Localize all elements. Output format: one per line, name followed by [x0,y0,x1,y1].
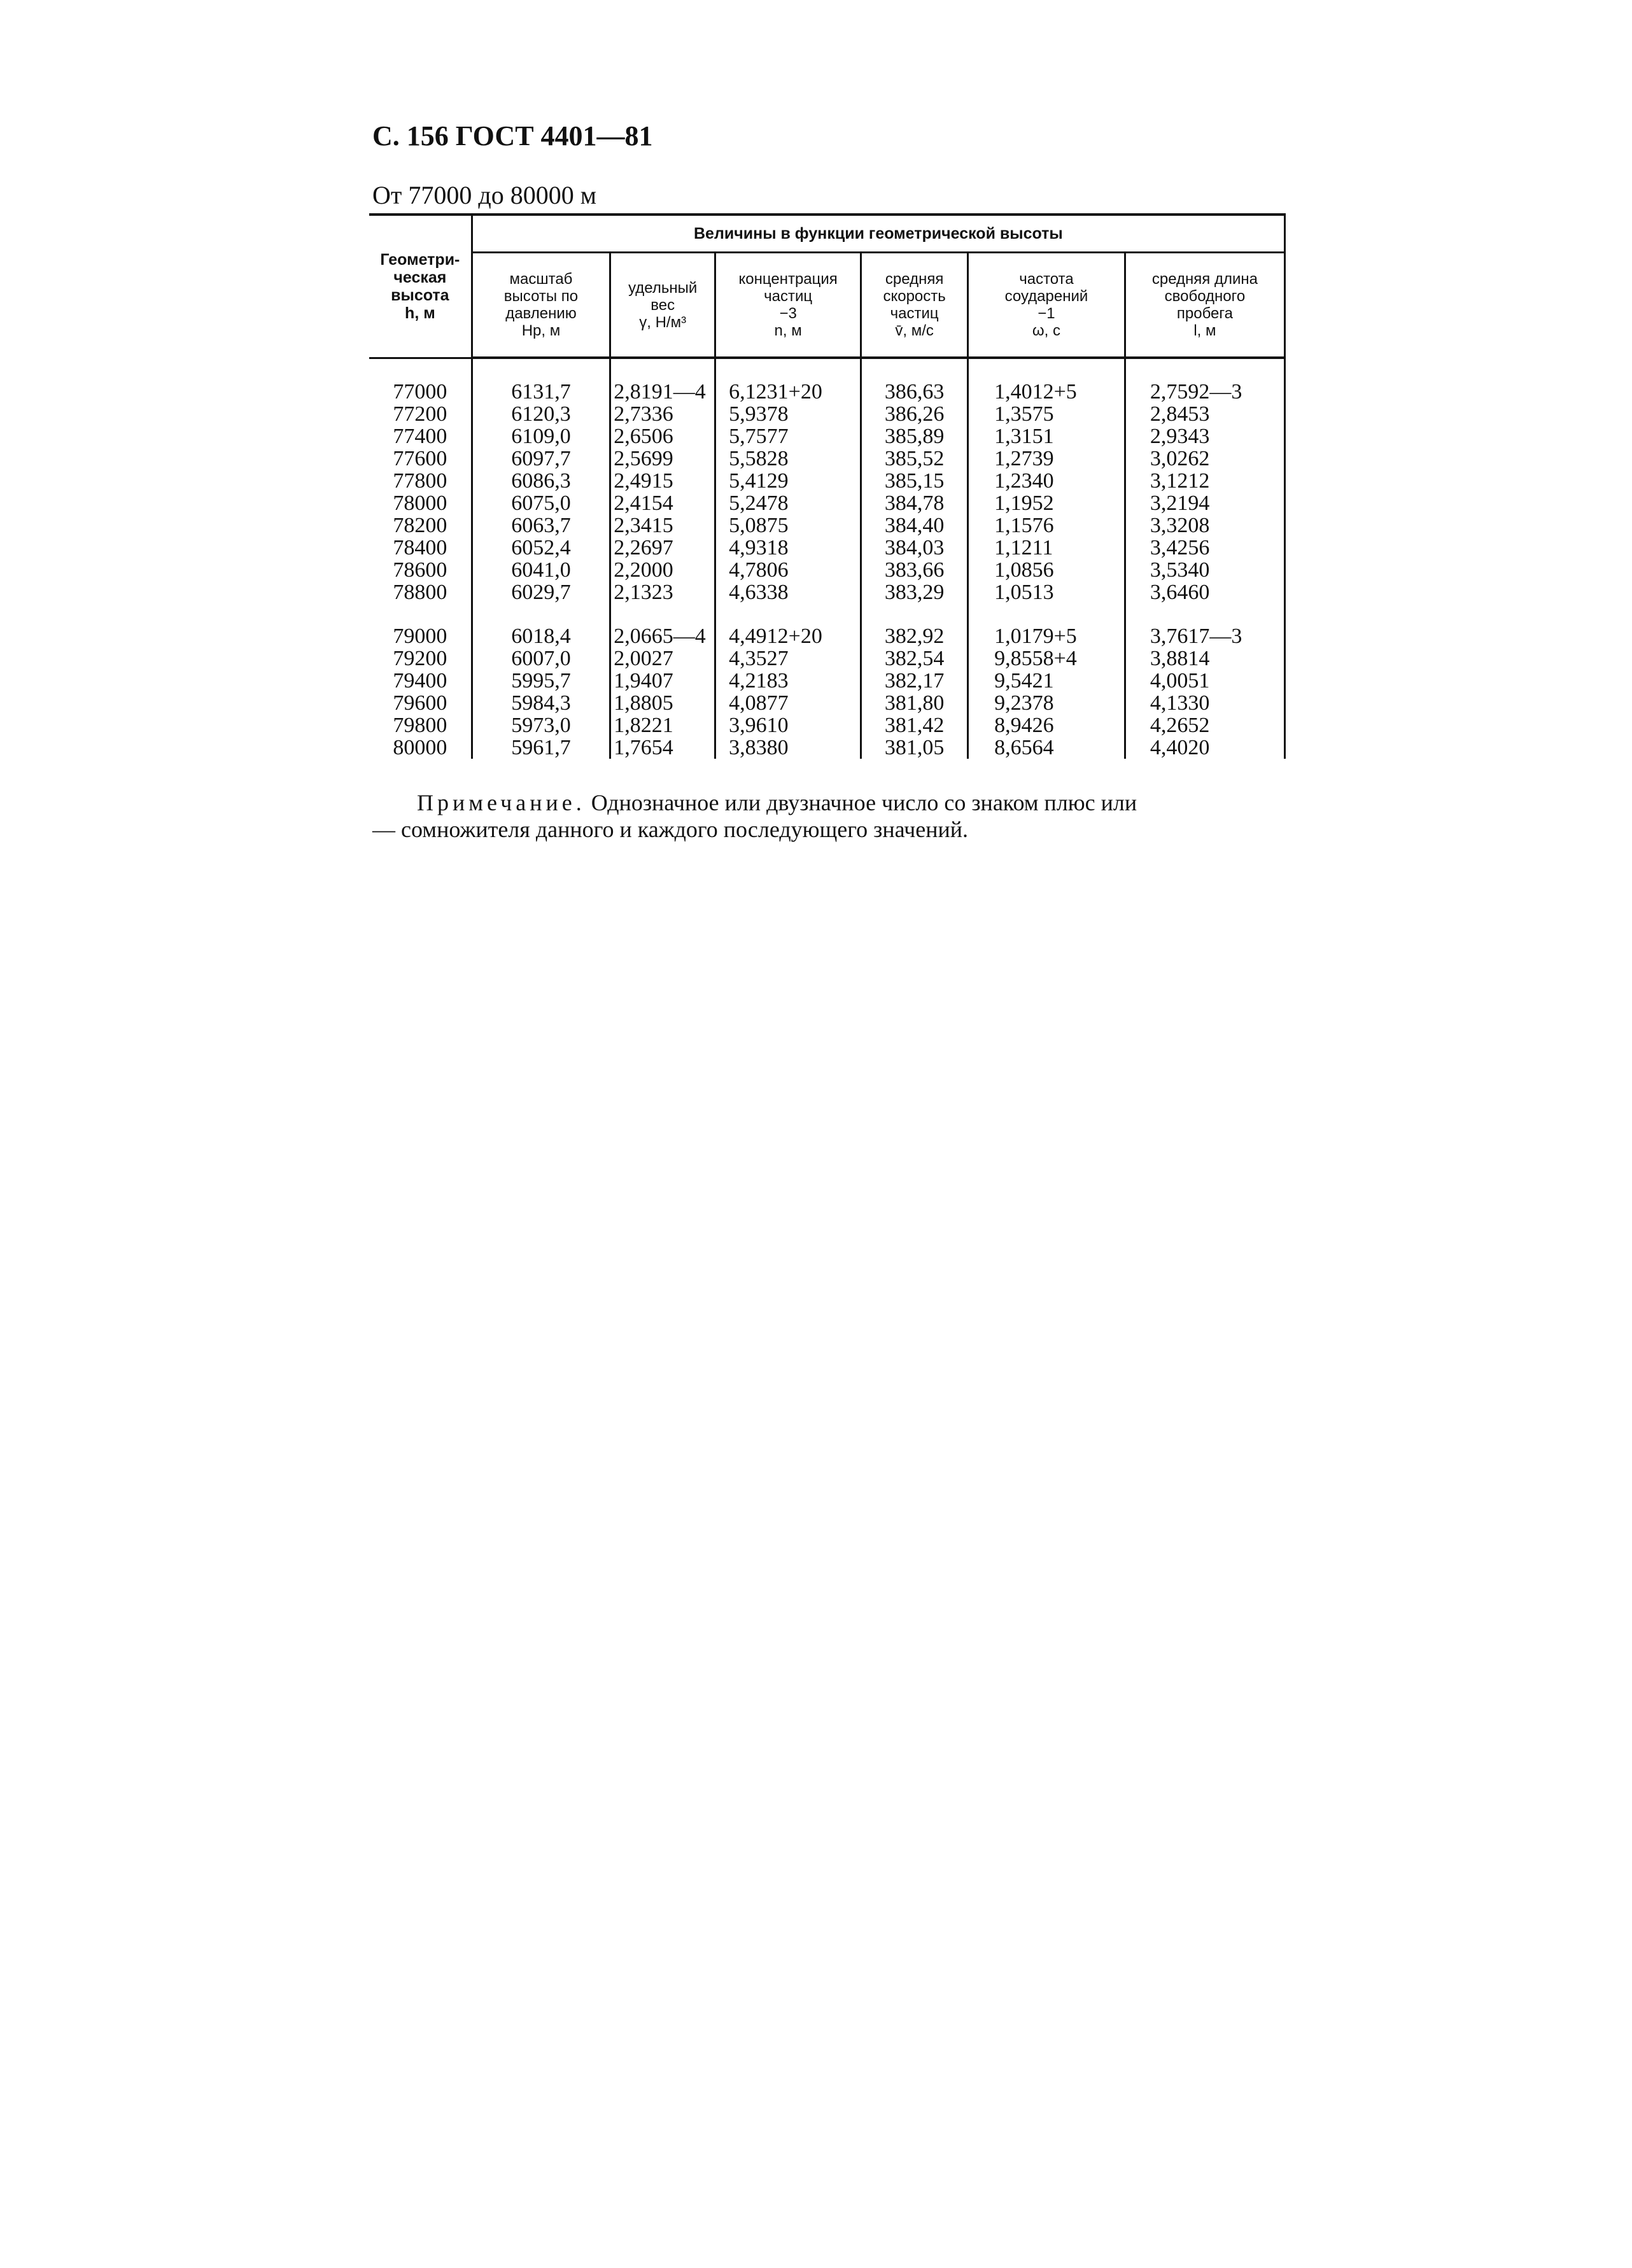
table-cell: 2,7336 [610,403,715,425]
table-cell: 381,80 [861,692,968,714]
table-cell: 79000 [369,625,472,647]
table-cell: 1,1576 [968,514,1125,537]
table-cell: 79800 [369,714,472,736]
table-body [369,358,1285,759]
table-cell: 384,78 [861,492,968,514]
table-cell: 3,9610 [715,714,861,736]
table-cell: 1,2340 [968,470,1125,492]
table-cell: 78000 [369,492,472,514]
table-cell: 3,1212 [1125,470,1284,492]
table-cell: 5,7577 [715,425,861,447]
table-cell: 383,66 [861,559,968,581]
table-cell: 3,7617—3 [1125,625,1284,647]
table-cell: 5,5828 [715,447,861,470]
table-row [369,692,1285,714]
table-cell: 3,3208 [1125,514,1284,537]
table-cell: 4,2652 [1125,714,1284,736]
table-row [369,670,1285,692]
table-cell: 6109,0 [472,425,610,447]
table-cell: 385,52 [861,447,968,470]
table-cell: 2,7592—3 [1125,381,1284,403]
table-cell: 3,0262 [1125,447,1284,470]
table-cell: 2,5699 [610,447,715,470]
table-cell: 77000 [369,381,472,403]
table-cell: 1,9407 [610,670,715,692]
note-line-2: — сомножителя данного и каждого последующего значений. [372,817,969,842]
table-cell: 1,2739 [968,447,1125,470]
table-cell: 4,4912+20 [715,625,861,647]
table-cell: 8,9426 [968,714,1125,736]
table-cell: 2,1323 [610,581,715,603]
table-cell: 2,2000 [610,559,715,581]
table-cell: 6075,0 [472,492,610,514]
table-cell: 4,0051 [1125,670,1284,692]
column-header-mean-free-path: средняя длина свободного пробега l, м [1125,253,1284,358]
table-cell: 5,4129 [715,470,861,492]
table-row [369,714,1285,736]
table-cell: 386,63 [861,381,968,403]
table-cell: 5995,7 [472,670,610,692]
table-row [369,425,1285,447]
table-cell: 79600 [369,692,472,714]
table-cell: 79400 [369,670,472,692]
table-spacer [369,358,1285,381]
note-line-1: Однозначное или двузначное число со знаком плюс или [591,790,1137,815]
table-cell: 1,3575 [968,403,1125,425]
table-cell: 1,8221 [610,714,715,736]
table-row [369,625,1285,647]
table-cell: 6007,0 [472,647,610,670]
table-cell: 2,4915 [610,470,715,492]
table-cell: 78200 [369,514,472,537]
table-cell: 6063,7 [472,514,610,537]
table-cell: 3,2194 [1125,492,1284,514]
table-cell: 382,92 [861,625,968,647]
table-cell: 9,5421 [968,670,1125,692]
table-row [369,514,1285,537]
table-cell: 77200 [369,403,472,425]
table-cell: 6,1231+20 [715,381,861,403]
table-cell: 5,0875 [715,514,861,537]
table-cell: 1,7654 [610,736,715,759]
table-row [369,403,1285,425]
column-header-specific-weight: удельный вес γ, Н/м³ [610,253,715,358]
table-cell: 1,4012+5 [968,381,1125,403]
table-cell: 2,8453 [1125,403,1284,425]
table-cell: 382,17 [861,670,968,692]
table-cell: 381,05 [861,736,968,759]
table-row [369,470,1285,492]
column-header-height: Геометри- ческая высота h, м [369,215,472,358]
table-cell: 381,42 [861,714,968,736]
column-header-concentration: концентрация частиц −3 n, м [715,253,861,358]
table-cell: 9,8558+4 [968,647,1125,670]
table-cell: 2,3415 [610,514,715,537]
table-cell: 77600 [369,447,472,470]
table-cell: 382,54 [861,647,968,670]
table-cell: 385,89 [861,425,968,447]
table-cell: 3,8814 [1125,647,1284,670]
table-cell: 4,9318 [715,537,861,559]
table-row [369,581,1285,603]
table-cell: 6131,7 [472,381,610,403]
page-header: С. 156 ГОСТ 4401—81 [372,120,653,151]
table-cell: 5961,7 [472,736,610,759]
table-cell: 1,8805 [610,692,715,714]
table-cell: 2,0027 [610,647,715,670]
table-cell: 3,6460 [1125,581,1284,603]
table-cell: 384,40 [861,514,968,537]
table-cell: 80000 [369,736,472,759]
table-cell: 1,0513 [968,581,1125,603]
table-cell: 79200 [369,647,472,670]
table-cell: 2,0665—4 [610,625,715,647]
table-cell: 77800 [369,470,472,492]
table-cell: 6018,4 [472,625,610,647]
atmosphere-table [369,213,1286,759]
table-cell: 4,0877 [715,692,861,714]
table-cell: 383,29 [861,581,968,603]
table-cell: 8,6564 [968,736,1125,759]
table-cell: 3,4256 [1125,537,1284,559]
table-cell: 4,2183 [715,670,861,692]
table-cell: 78400 [369,537,472,559]
table-cell: 385,15 [861,470,968,492]
range-title: От 77000 до 80000 м [372,181,597,209]
table-cell: 2,2697 [610,537,715,559]
column-header-pressure-scale: масштаб высоты по давлению Hp, м [472,253,610,358]
table-cell: 1,0856 [968,559,1125,581]
table-cell: 1,3151 [968,425,1125,447]
group-header: Величины в функции геометрической высоты [472,215,1284,253]
table-cell: 6041,0 [472,559,610,581]
table-cell: 1,0179+5 [968,625,1125,647]
column-header-collision-frequency: частота соударений −1 ω, с [968,253,1125,358]
table-cell: 3,5340 [1125,559,1284,581]
table-row [369,381,1285,403]
table-cell: 4,3527 [715,647,861,670]
table-row [369,537,1285,559]
table-cell: 6029,7 [472,581,610,603]
table-cell: 6120,3 [472,403,610,425]
table-note [372,789,1295,843]
table-cell: 4,1330 [1125,692,1284,714]
table-cell: 5984,3 [472,692,610,714]
table-cell: 5,9378 [715,403,861,425]
table-cell: 5,2478 [715,492,861,514]
table-cell: 2,4154 [610,492,715,514]
table-block-gap [369,603,1285,625]
table-cell: 4,4020 [1125,736,1284,759]
table-cell: 9,2378 [968,692,1125,714]
table-cell: 4,7806 [715,559,861,581]
note-label: Примечание. [417,790,586,815]
table-row [369,492,1285,514]
table-cell: 6097,7 [472,447,610,470]
table-cell: 386,26 [861,403,968,425]
table-cell: 3,8380 [715,736,861,759]
table-cell: 6052,4 [472,537,610,559]
table-row [369,736,1285,759]
table-cell: 2,9343 [1125,425,1284,447]
table-cell: 384,03 [861,537,968,559]
column-header-velocity: средняя скорость частиц v̄, м/с [861,253,968,358]
table-cell: 77400 [369,425,472,447]
table-cell: 5973,0 [472,714,610,736]
table-cell: 2,8191—4 [610,381,715,403]
table-row [369,559,1285,581]
table-cell: 78800 [369,581,472,603]
table-row [369,647,1285,670]
table-cell: 6086,3 [472,470,610,492]
table-cell: 1,1211 [968,537,1125,559]
table-cell: 4,6338 [715,581,861,603]
table-row [369,447,1285,470]
table-cell: 1,1952 [968,492,1125,514]
table-cell: 2,6506 [610,425,715,447]
table-cell: 78600 [369,559,472,581]
